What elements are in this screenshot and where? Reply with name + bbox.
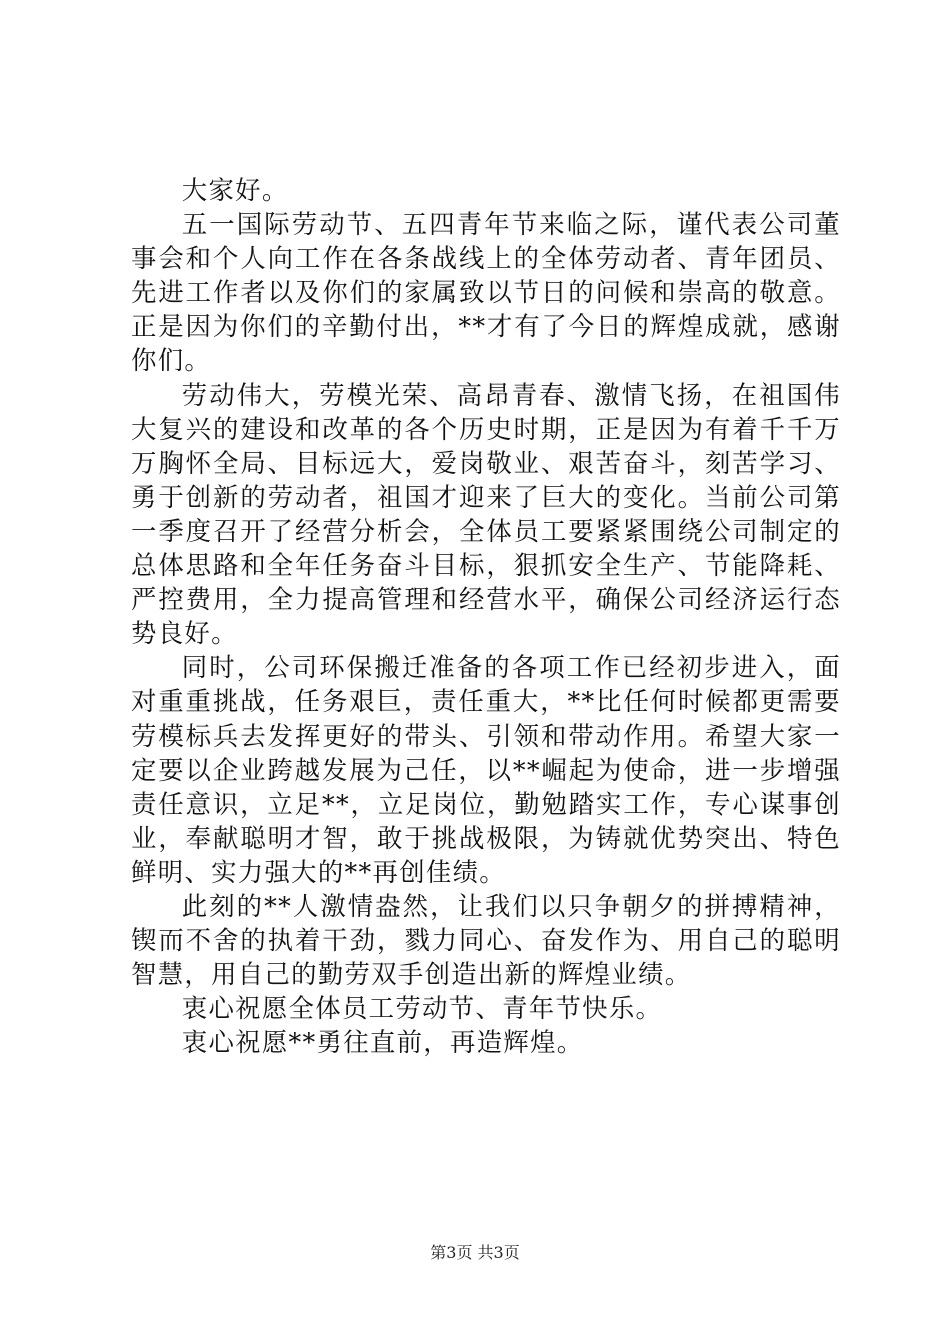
page-number-footer: 第3页 共3页 [430,1243,520,1262]
paragraph-encouragement: 此刻的**人激情盎然，让我们以只争朝夕的拼搏精神，锲而不舍的执着干劲，戮力同心、奋发作为、用自己的聪明智慧，用自己的勤劳双手创造出新的辉煌业绩。 [131,890,841,990]
paragraph-holiday-greetings: 五一国际劳动节、五四青年节来临之际，谨代表公司董事会和个人向工作在各条战线上的全体劳动者、青年团员、先进工作者以及你们的家属致以节日的问候和崇高的敬意。正是因为你们的辛勤付出，**才有了今日的辉煌成就，感谢你们。 [131,209,841,376]
document-body [131,173,841,1059]
closing-wish-staff: 衷心祝愿全体员工劳动节、青年节快乐。 [181,993,663,1024]
greeting-paragraph: 大家好。 [181,175,289,205]
paragraph-relocation-challenges: 同时，公司环保搬迁准备的各项工作已经初步进入，面对重重挑战，任务艰巨，责任重大，**比任何时候都更需要劳模标兵去发挥更好的带头、引领和带动作用。希望大家一定要以企业跨越发展为己任，以**崛起为使命，进一步增强责任意识，立足**，立足岗位，勤勉踏实工作，专心谋事创业，奉献聪明才智，敢于挑战极限，为铸就优势突出、特色鲜明、实力强大的**再创佳绩。 [131,652,841,887]
paragraph-labor-praise: 劳动伟大，劳模光荣、高昂青春、激情飞扬，在祖国伟大复兴的建设和改革的各个历史时期，正是因为有着千千万万胸怀全局、目标远大，爱岗敬业、艰苦奋斗，刻苦学习、勇于创新的劳动者，祖国才迎来了巨大的变化。当前公司第一季度召开了经营分析会，全体员工要紧紧围绕公司制定的总体思路和全年任务奋斗目标，狠抓安全生产、节能降耗、严控费用，全力提高管理和经营水平，确保公司经济运行态势良好。 [131,379,841,649]
closing-wish-company: 衷心祝愿**勇往直前，再造辉煌。 [181,1027,584,1058]
